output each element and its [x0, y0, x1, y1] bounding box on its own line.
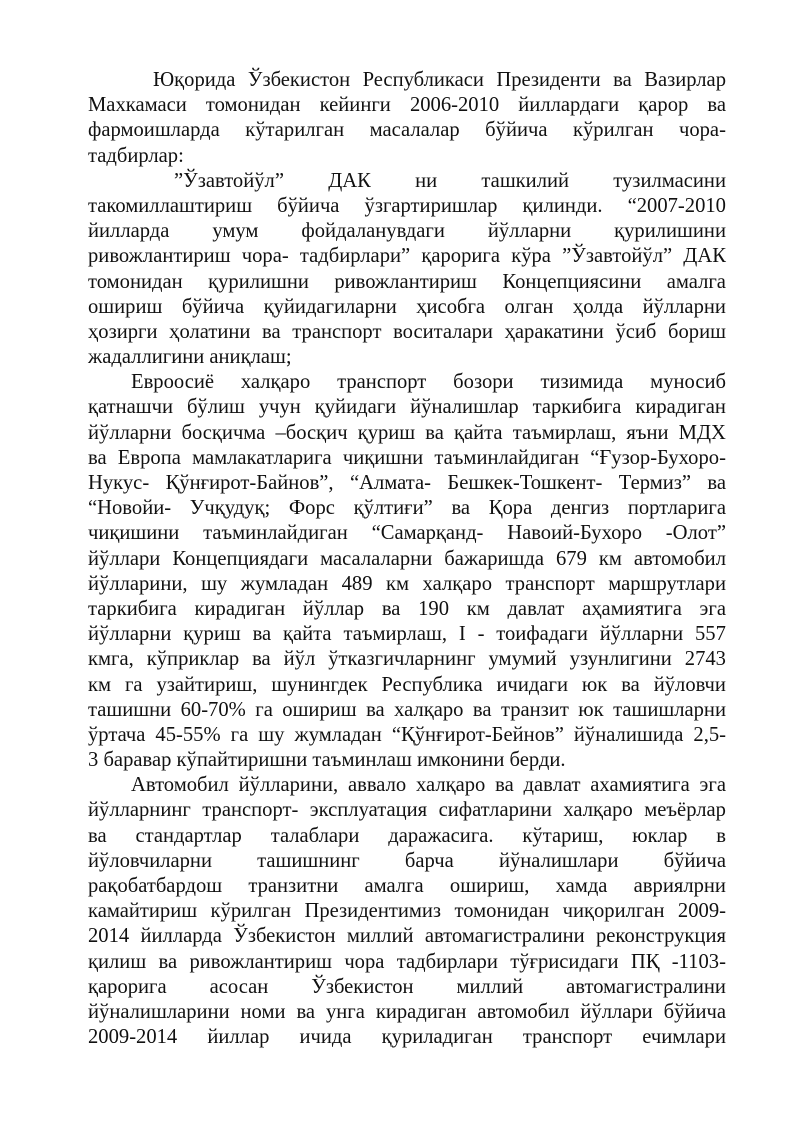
- text-line: ва Европа мамлакатларига чиқишни таъминлайдиган “Ғузор-Бухоро-: [88, 446, 726, 469]
- text-line: жадаллигини аниқлаш;: [88, 346, 292, 369]
- text-line: камайтириш кўрилган Президентимиз томонидан чиқорилган 2009-: [88, 900, 726, 923]
- text-line: 2009-2014 йиллар ичида қуриладиган транспорт ечимлари: [88, 1026, 726, 1049]
- text-line: йўналишларини номи ва унга кирадиган автомобил йўллари бўйича: [88, 1000, 726, 1023]
- text-line: 3 баравар кўпайтиришни таъминлаш имконини берди.: [88, 749, 566, 772]
- text-line: км га узайтириш, шунингдек Республика ичидаги юк ва йўловчи: [88, 673, 726, 696]
- text-line: таркибига кирадиган йўллар ва 190 км давлат аҳамиятига эга: [88, 597, 726, 620]
- text-line: ”Ўзавтойўл” ДАК ни ташкилий тузилмасини: [174, 169, 726, 192]
- text-line: Евроосиё халқаро транспорт бозори тизимида муносиб: [131, 371, 726, 394]
- text-line: такомиллаштириш бўйича ўзгартиришлар қилинди. “2007-2010: [88, 194, 726, 217]
- paragraph: [88, 370, 726, 773]
- text-line: йўловчиларни ташишнинг барча йўналишлари бўйича: [88, 849, 726, 872]
- paragraph: [88, 773, 726, 1050]
- text-line: кмга, кўприклар ва йўл ўтказгичларнинг умумий узунлигини 2743: [88, 648, 726, 671]
- text-line: қилиш ва ривожлантириш чора тадбирлари тўғрисидаги ПҚ -1103-: [88, 950, 726, 973]
- text-line: ҳозирги ҳолатини ва транспорт воситалари ҳаракатини ўсиб бориш: [88, 320, 726, 343]
- text-line: қарорига асосан Ўзбекистон миллий автомагистралини: [88, 975, 726, 998]
- text-line: йўллари Концепциядаги масалаларни бажаришда 679 км автомобил: [88, 547, 726, 570]
- text-line: йўлларнинг транспорт- эксплуатация сифатларини халқаро меъёрлар: [88, 799, 726, 822]
- text-line: тадбирлар:: [88, 144, 184, 167]
- text-line: қатнашчи бўлиш учун қуйидаги йўналишлар таркибига кирадиган: [88, 396, 726, 419]
- text-line: 2014 йилларда Ўзбекистон миллий автомагистралини реконструкция: [88, 925, 726, 948]
- text-line: йўлларни қуриш ва қайта таъмирлаш, I - тоифадаги йўлларни 557: [88, 623, 726, 646]
- text-line: фармоишларда кўтарилган масалалар бўйича кўрилган чора-: [88, 119, 726, 142]
- paragraph: [88, 169, 726, 371]
- text-line: “Новойи- Учқудуқ; Форс қўлтиғи” ва Қора денгиз портларига: [88, 497, 726, 520]
- text-line: рақобатбардош транзитни амалга ошириш, хамда авриялрни: [88, 875, 726, 897]
- text-line: ошириш бўйича қуйидагиларни ҳисобга олган ҳолда йўлларни: [88, 295, 726, 318]
- text-line: ва стандартлар талаблари даражасига. кўтариш, юклар в: [88, 824, 726, 847]
- text-line: йилларда умум фойдаланувдаги йўлларни қурилишини: [88, 220, 726, 243]
- text-line: Нукус- Қўнғирот-Байнов”, “Алмата- Бешкек-Тошкент- Термиз” ва: [88, 472, 726, 494]
- text-line: томонидан қурилишни ривожлантириш Концепциясини амалга: [88, 270, 726, 293]
- text-line: йўлларни босқичма –босқич қуриш ва қайта таъмирлаш, яъни МДХ: [88, 421, 726, 444]
- text-line: йўлларини, шу жумладан 489 км халқаро транспорт маршрутлари: [88, 572, 726, 595]
- text-line: ўртача 45-55% га шу жумладан “Қўнғирот-Бейнов” йўналишида 2,5-: [88, 723, 726, 746]
- paragraph: [88, 68, 726, 169]
- text-line: чиқишини таъминлайдиган “Самарқанд- Навоий-Бухоро -Олот”: [88, 522, 726, 545]
- document-page: [88, 68, 726, 1050]
- text-line: ривожлантириш чора- тадбирлари” қарорига кўра ”Ўзавтойўл” ДАК: [88, 245, 726, 268]
- text-line: Автомобил йўлларини, аввало халқаро ва давлат ахамиятига эга: [131, 774, 726, 797]
- text-line: Юқорида Ўзбекистон Республикаси Президенти ва Вазирлар: [153, 69, 726, 91]
- text-line: Махкамаси томонидан кейинги 2006-2010 йиллардаги қарор ва: [88, 94, 726, 117]
- text-line: ташишни 60-70% га ошириш ва халқаро ва транзит юк ташишларни: [88, 698, 726, 721]
